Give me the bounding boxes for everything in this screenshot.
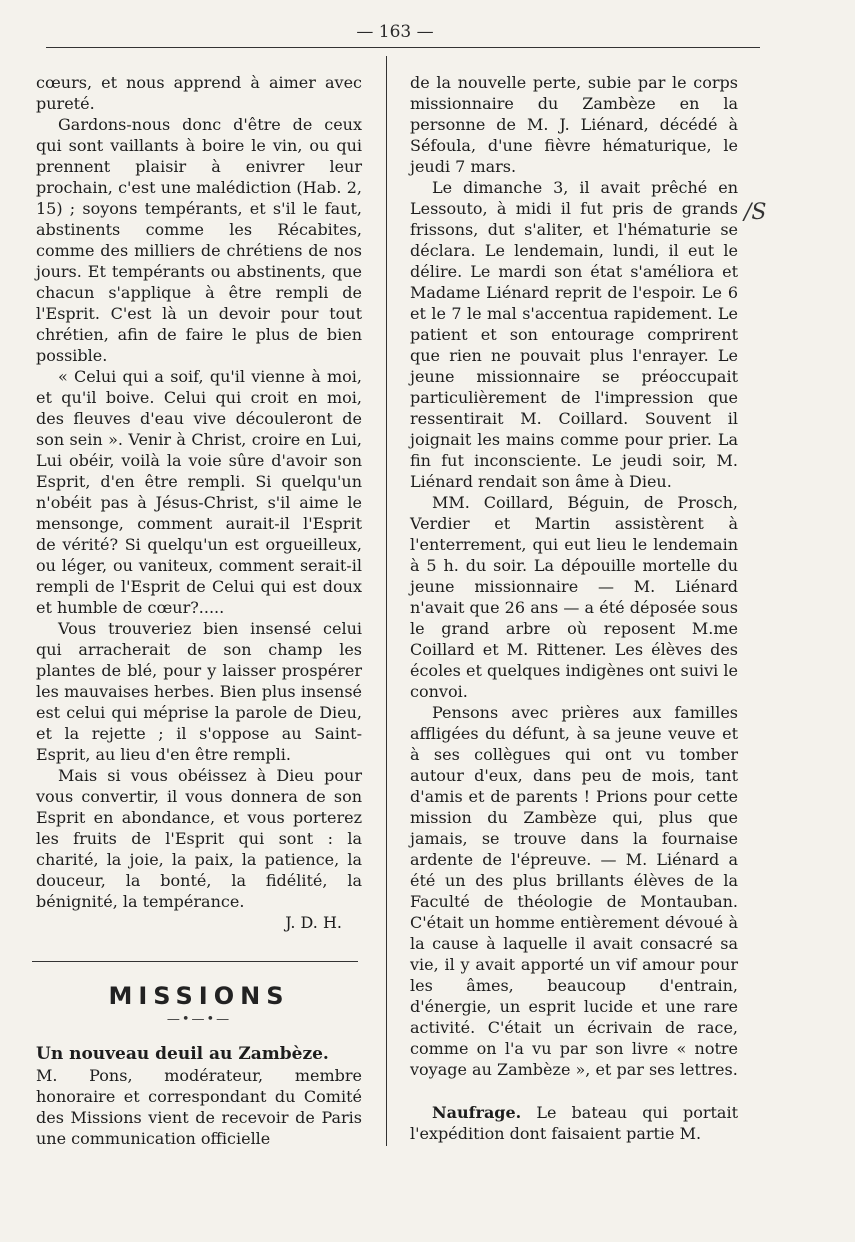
page-number: — 163 — <box>356 22 434 42</box>
paragraph: Pensons avec prières aux familles affligées du défunt, à sa jeune veuve et à ses collègues qui ont vu tomber autour d'eux, dans peu de mois, tant d'amis et de parents ! Prions pour cette mission du Zambèze qui, plus que jamais, se trouve dans la fournaise ardente de l'épreuve. — M. Liénard a été un des plus brillants élèves de la Faculté de théologie de Montauban. C'était un homme entièrement dévoué à la cause à laquelle il avait consacré sa vie, il y avait apporté un vif amour pour les âmes, beaucoup d'entrain, d'énergie, un esprit lucide et une rare activité. C'était un écrivain de race, comme on l'a vu par son livre « notre voyage au Zambèze », et par ses lettres. <box>410 703 738 1079</box>
signature: J. D. H. <box>285 913 342 932</box>
naufrage-paragraph <box>410 1102 738 1144</box>
paragraph: cœurs, et nous apprend à aimer avec pureté. <box>36 73 362 113</box>
left-column <box>36 72 362 1149</box>
paragraph: Gardons-nous donc d'être de ceux qui sont vaillants à boire le vin, ou qui prennent plaisir à enivrer leur prochain, c'est une malédiction (Hab. 2, 15) ; soyons tempérants, et s'il le faut, abstinents comme les Récabites, comme des milliers de chrétiens de nos jours. Et tempérants ou abstinents, que chacun s'applique à être rempli de l'Esprit. C'est là un devoir pour tout chrétien, afin de faire le plus de bien possible. <box>36 115 362 365</box>
section-title: MISSIONS <box>108 982 290 1010</box>
right-column <box>410 72 738 1144</box>
section-divider <box>32 961 358 962</box>
ornament: —•—•— <box>166 1012 232 1027</box>
naufrage-title: Naufrage. <box>432 1103 522 1122</box>
paragraph: Vous trouveriez bien insensé celui qui arracherait de son champ les plantes de blé, pour y laisser prospérer les mauvaises herbes. Bien plus insensé est celui qui méprise la parole de Dieu, et la rejette ; il s'oppose au Saint-Esprit, au lieu d'en être rempli. <box>36 619 362 764</box>
margin-note: /S <box>744 200 767 225</box>
paragraph: M. Pons, modérateur, membre honoraire et correspondant du Comité des Missions vient de recevoir de Paris une communication officielle <box>36 1066 362 1148</box>
spacer <box>410 1080 738 1102</box>
paragraph: Mais si vous obéissez à Dieu pour vous convertir, il vous donnera de son Esprit en abondance, et vous porterez les fruits de l'Esprit qui sont : la charité, la joie, la paix, la patience, la douceur, la bonté, la fidélité, la bénignité, la tempérance. <box>36 766 362 911</box>
column-divider <box>386 56 387 1146</box>
naufrage-text: Le bateau qui portait l'expédition dont faisaient partie M. <box>410 1103 738 1143</box>
paragraph: de la nouvelle perte, subie par le corps missionnaire du Zambèze en la personne de M. J. Liénard, décédé à Séfoula, d'une fièvre hématurique, le jeudi 7 mars. <box>410 73 738 176</box>
paragraph: « Celui qui a soif, qu'il vienne à moi, et qu'il boive. Celui qui croit en moi, des fleuves d'eau vive découleront de son sein ». Venir à Christ, croire en Lui, Lui obéir, voilà la voie sûre d'avoir son Esprit, d'en être rempli. Si quelqu'un n'obéit pas à Jésus-Christ, s'il aime le mensonge, comment aurait-il l'Esprit de vérité? Si quelqu'un est orgueilleux, ou léger, ou vaniteux, comment serait-il rempli de l'Esprit de Celui qui est doux et humble de cœur?..... <box>36 367 362 617</box>
paragraph: MM. Coillard, Béguin, de Prosch, Verdier et Martin assistèrent à l'enterrement, qui eut lieu le lendemain à 5 h. du soir. La dépouille mortelle du jeune missionnaire — M. Liénard n'avait que 26 ans — a été déposée sous le grand arbre où reposent M.me Coillard et M. Rittener. Les élèves des écoles et quelques indigènes ont suivi le convoi. <box>410 493 738 701</box>
paragraph: Le dimanche 3, il avait prêché en Lessouto, à midi il fut pris de grands frissons, dut s'aliter, et l'hématurie se déclara. Le lendemain, lundi, il eut le délire. Le mardi son état s'améliora et Madame Liénard reprit de l'espoir. Le 6 et le 7 le mal s'accentua rapidement. Le patient et son entourage comprirent que rien ne pouvait plus l'enrayer. Le jeune missionnaire se préoccupait particulièrement de l'impression que ressentirait M. Coillard. Souvent il joignait les mains comme pour prier. La fin fut inconsciente. Le jeudi soir, M. Liénard rendait son âme à Dieu. <box>410 178 738 491</box>
top-rule <box>46 47 760 48</box>
article-title: Un nouveau deuil au Zambèze. <box>36 1044 329 1064</box>
